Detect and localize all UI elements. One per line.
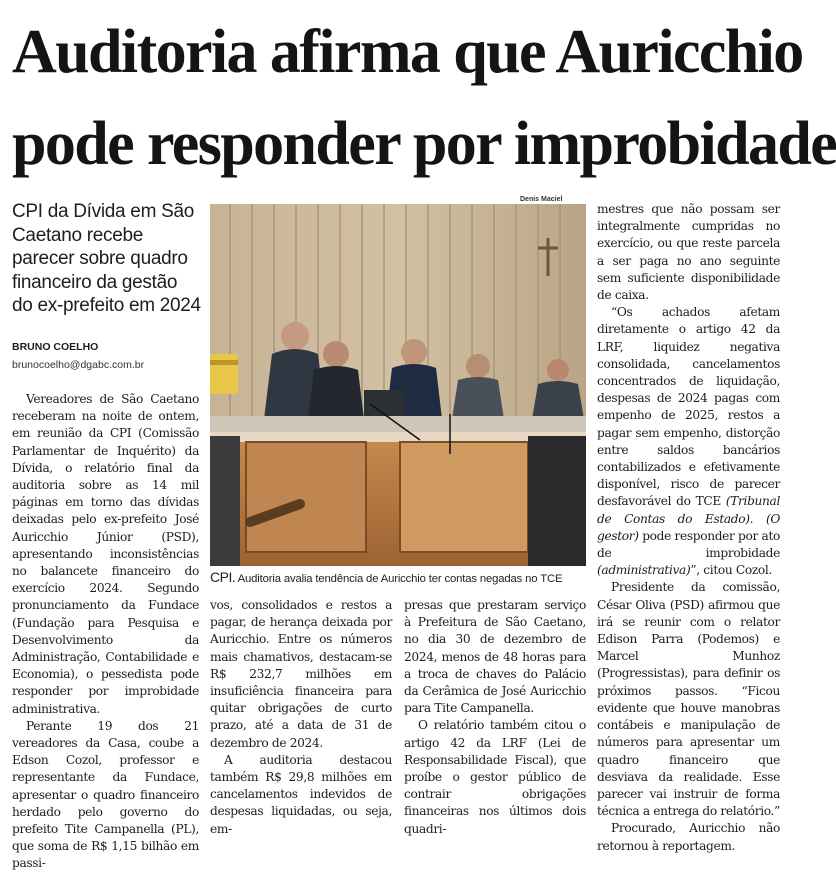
paragraph: Procurado, Auricchio não retornou à reportagem.	[597, 821, 780, 853]
hearing-photo-illustration	[210, 204, 586, 566]
paragraph: vos, consolidados e restos a pagar, de herança deixada por Auricchio. Entre os números mais chamativos, destacam-se R$ 232,7 milhões em insuficiência financeira para quitar obrigações de curto prazo, até a data de 31 de dezembro de 2024.	[210, 598, 392, 750]
author-name: BRUNO COELHO	[12, 341, 99, 353]
text-run: “Os achados afetam diretamente o artigo 42 da LRF, liquidez negativa consolidada, cancelamentos concentrados de liquidação, despesas de 2024 pagas com empenho de 2025, restos a pagar sem empenho, distorção entre saldos bancários contabilizados e efetivamente disponível, risco de parecer desfavorável do TCE	[597, 305, 780, 509]
text-run: ”, citou Cozol.	[690, 563, 772, 578]
deck-subtitle: CPI da Dívida em São Caetano recebe parecer sobre quadro financeiro da gestão do ex-prefeito em 2024	[12, 201, 201, 316]
paragraph	[597, 304, 780, 579]
text-run-italic: (Tribunal de Contas do Estado). (O gestor)	[597, 494, 780, 543]
caption-tag: CPI.	[210, 569, 236, 585]
article-column-2	[210, 597, 392, 855]
paragraph: Perante 19 dos 21 vereadores da Casa, coube a Edson Cozol, professor e representante da Fundace, apresentar o quadro financeiro herdado pelo governo do prefeito Tite Campanella (PL), que soma de R$ 1,15 bilhão em passi-	[12, 718, 199, 871]
paragraph: presas que prestaram serviço à Prefeitura de São Caetano, no dia 30 de dezembro de 2024, menos de 48 horas para a troca de chaves do Palácio da Cerâmica de José Auricchio para Tite Campanella.	[404, 598, 586, 716]
article-column-3	[404, 597, 586, 855]
caption-text: Auditoria avalia tendência de Auricchio ter contas negadas no TCE	[235, 573, 563, 585]
headline	[12, 6, 836, 190]
article-photo	[210, 204, 586, 566]
paragraph: A auditoria destacou também R$ 29,8 milhões em cancelamentos indevidos de despesas liquidadas, ou seja, em-	[210, 752, 392, 836]
paragraph: Vereadores de São Caetano receberam na noite de ontem, em reunião da CPI (Comissão Parlamentar de Inquérito) da Dívida, o relatório final da auditoria sobre as 14 mil páginas em torno das dívidas deixadas pelo ex-prefeito José Auricchio Júnior (PSD), apresentando inconsistências no balancete financeiro do exercício 2024. Segundo pronunciamento da Fundace (Fundação para Pesquisa e Desenvolvimento da Administração, Contabilidade e Economia), o pessedista pode responder por improbidade administrativa.	[12, 392, 199, 716]
text-run-italic: (administrativa)	[597, 563, 691, 578]
photo-credit: Denis Maciel	[520, 196, 563, 203]
headline-line-2: pode responder por improbidade	[12, 110, 836, 178]
photo-caption	[210, 569, 586, 585]
text-run: pode responder por ato de improbidade	[597, 528, 780, 561]
author-email: brunocoelho@dgabc.com.br	[12, 359, 145, 371]
headline-line-1: Auditoria afirma que Auricchio	[12, 18, 803, 86]
article-column-1	[12, 391, 199, 871]
article-column-4	[597, 201, 780, 853]
paragraph: Presidente da comissão, César Oliva (PSD) afirmou que irá se reunir com o relator Edison Parra (Podemos) e Marcel Munhoz (Progressistas), para definir os próximos passos. “Ficou evidente que houve manobras contábeis e manipulação de números para apresentar um quadro financeiro que desviava da realidade. Esse parecer vai instruir de forma técnica a entrega do relatório.”	[597, 580, 780, 819]
paragraph: mestres que não possam ser integralmente cumpridas no exercício, ou que reste parcela a ser paga no ano seguinte sem suficiente disponibilidade de caixa.	[597, 202, 780, 303]
paragraph: O relatório também citou o artigo 42 da LRF (Lei de Responsabilidade Fiscal), que proíbe o gestor público de contrair obrigações financeiras nos últimos dois quadri-	[404, 718, 586, 836]
